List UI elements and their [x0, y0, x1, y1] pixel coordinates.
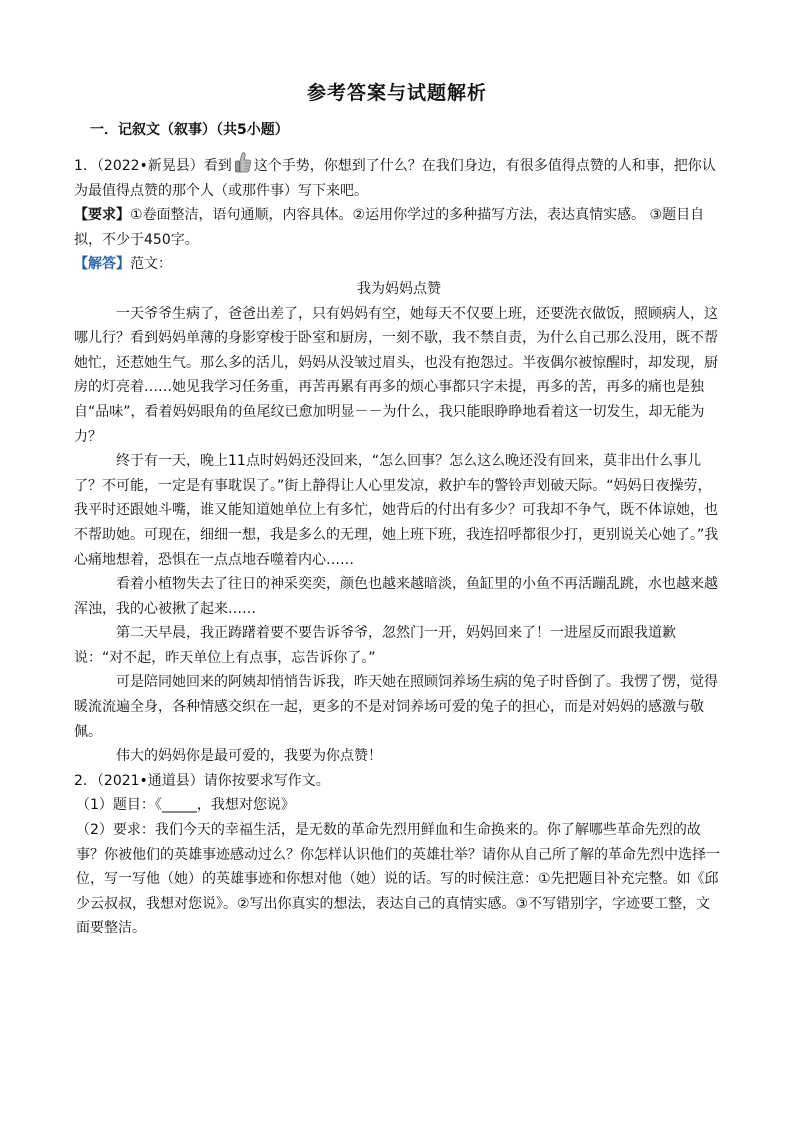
requirement-text: ①卷面整洁，语句通顺，内容具体。②运用你学过的多种描写方法，表达真情实感。 ③题目自拟，不少于450字。	[74, 207, 705, 248]
requirement-line	[74, 203, 724, 252]
page-title: 参考答案与试题解析	[306, 82, 487, 104]
question-1-prefix: 1．（2022•新晃县）看到	[74, 158, 232, 174]
essay-paragraph: 终于有一天，晚上11点时妈妈还没回来，“怎么回事？怎么这么晚还没有回来，莫非出什么事儿了？不可能，一定是有事耽误了。”街上静得让人心里发凉，救护车的警铃声划破天际。“妈妈日夜操劳，我平时还跟她斗嘴，谁又能知道她单位上有多忙，她背后的付出有多少？可我却不争气，既不体谅她，也不帮助她。可现在，细细一想，我是多么的无理，她上班下班，我连招呼都很少打，更别说关心她了。”我心痛地想着，恐惧在一点点地吞噬着内心……	[74, 453, 719, 568]
essay-paragraph: 伟大的妈妈你是最可爱的，我要为你点赞！	[116, 748, 382, 765]
question-1-suffix: 这个手势，你想到了什么？在我们身边，有很多值得点赞的人和事，把你认为最值得点赞的那个人（或那件事）写下来吧。	[74, 158, 716, 199]
thumbs-up-icon	[234, 152, 252, 174]
question-2-header: 2．（2021•通道县）请你按要求写作文。	[74, 772, 330, 789]
question-2-part-2: （2）要求：我们今天的幸福生活，是无数的革命先烈用鲜血和生命换来的。你了解哪些革命先烈的故事？你被他们的英雄事迹感动过么？你怎样认识他们的英雄壮举？请你从自己所了解的革命先烈中选择一位，写一写他（她）的英雄事迹和你想对他（她）说的话。写的时候注意：①先把题目补充完整。如《邱少云叔叔，我想对您说》。②写出你真实的想法，表达自己的真情实感。③不写错别字，字迹要工整，文面要整洁。	[76, 822, 720, 937]
question-1-prompt	[74, 152, 724, 203]
essay-paragraph: 第二天早晨，我正踌躇着要不要告诉爷爷，忽然门一开，妈妈回来了！一进屋反而跟我道歉说：“对不起，昨天单位上有点事，忘告诉你了。”	[74, 625, 676, 666]
section-heading: 一．记叙文（叙事）（共5小题）	[90, 122, 289, 138]
document-body	[74, 152, 724, 941]
answer-text: 范文：	[130, 256, 172, 273]
essay-paragraph: 可是陪同她回来的阿姨却悄悄告诉我，昨天她在照顾饲养场生病的兔子时昏倒了。我愣了愣，觉得暖流流遍全身，各种情感交织在一起，更多的不是对饲养场可爱的兔子的担心，而是对妈妈的感激与敬佩。	[74, 674, 718, 740]
essay-title: 我为妈妈点赞	[357, 280, 441, 297]
essay-paragraph: 一天爷爷生病了，爸爸出差了，只有妈妈有空，她每天不仅要上班，还要洗衣做饭，照顾病人，这哪儿行？看到妈妈单薄的身影穿梭于卧室和厨房，一刻不歇，我不禁自责，为什么自己那么没用，既不帮她忙，还惹她生气。那么多的活儿，妈妈从没皱过眉头，也没有抱怨过。半夜偶尔被惊醒时，却发现，厨房的灯亮着……她见我学习任务重，再苦再累有再多的烦心事都只字未提，再多的苦，再多的痛也是独自“品味”，看着妈妈眼角的鱼尾纹已愈加明显－－为什么，我只能眼睁睁地看着这一切发生，却无能为力？	[74, 305, 718, 445]
essay-paragraph: 看着小植物失去了往日的神采奕奕，颜色也越来越暗淡，鱼缸里的小鱼不再活蹦乱跳，水也越来越浑浊，我的心被揪了起来……	[74, 576, 718, 617]
answer-label: 【解答】	[74, 256, 130, 273]
answer-line	[74, 252, 724, 277]
question-2-part-1: （1）题目：《_____，我想对您说》	[76, 797, 295, 814]
requirement-label: 【要求】	[74, 207, 130, 224]
